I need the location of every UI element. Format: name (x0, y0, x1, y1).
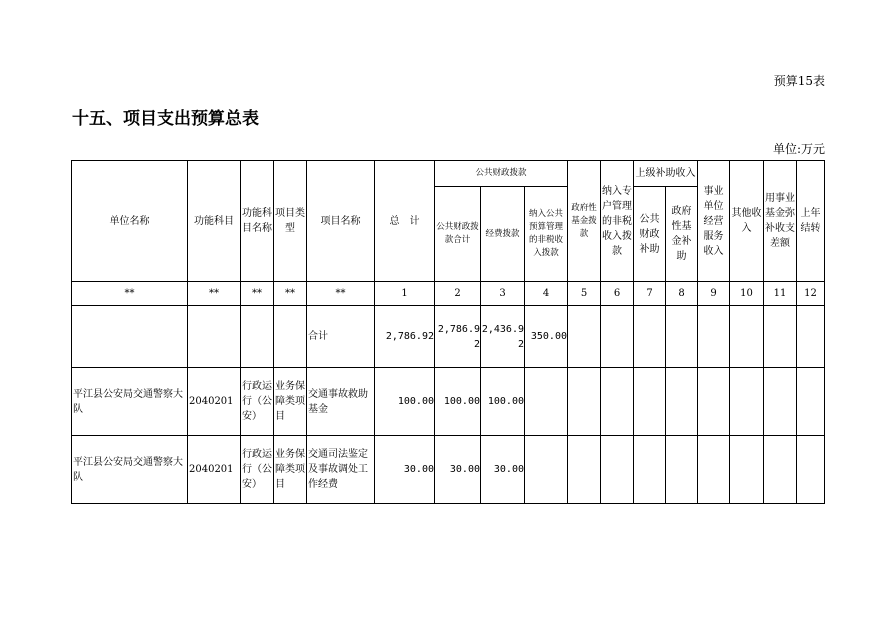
header-public-finance: 公共财政拨款 (435, 161, 568, 187)
cell-makeup (764, 306, 797, 368)
header-unit-name: 单位名称 (72, 161, 188, 282)
index-cell: 5 (568, 282, 601, 306)
cell-func-code: 2040201 (188, 368, 241, 436)
cell-pf-total: 100.00 (435, 368, 481, 436)
cell-project-type: 业务保障类项目 (274, 368, 307, 436)
cell-special (601, 368, 634, 436)
index-cell: ** (72, 282, 188, 306)
cell-func-name: 行政运行（公安） (241, 436, 274, 504)
cell-total: 30.00 (375, 436, 435, 504)
cell-funds: 2,436.92 (481, 306, 525, 368)
index-cell: 8 (666, 282, 698, 306)
cell-pf-total: 30.00 (435, 436, 481, 504)
index-row (72, 282, 825, 306)
header-project-type: 项目类型 (274, 161, 307, 282)
cell-gov-sub (666, 368, 698, 436)
table-row-total (72, 306, 825, 368)
cell-unit-name: 平江县公安局交通警察大队 (72, 436, 188, 504)
cell-funds: 30.00 (481, 436, 525, 504)
cell-project-name: 交通事故救助基金 (307, 368, 375, 436)
cell-func-name (241, 306, 274, 368)
header-gov-fund: 政府性基金拨款 (568, 161, 601, 282)
cell-project-type: 业务保障类项目 (274, 436, 307, 504)
cell-total: 100.00 (375, 368, 435, 436)
cell-special (601, 436, 634, 504)
cell-other (730, 436, 764, 504)
cell-special (601, 306, 634, 368)
cell-unit-name (72, 306, 188, 368)
header-func-subject: 功能科目 (188, 161, 241, 282)
unit-label: 单位:万元 (772, 142, 825, 156)
cell-non-tax (525, 368, 568, 436)
cell-gov-sub (666, 436, 698, 504)
cell-total: 2,786.92 (375, 306, 435, 368)
header-row-1 (72, 161, 825, 187)
index-cell: 11 (764, 282, 797, 306)
header-special-non-tax: 纳入专户管理的非税收入拨款 (601, 161, 634, 282)
cell-project-name: 交通司法鉴定及事故调处工作经费 (307, 436, 375, 504)
index-cell: ** (241, 282, 274, 306)
cell-gov-fund (568, 436, 601, 504)
cell-gov-fund (568, 306, 601, 368)
index-cell: 4 (525, 282, 568, 306)
cell-makeup (764, 368, 797, 436)
header-non-tax: 纳入公共预算管理的非税收入拨款 (525, 187, 568, 282)
cell-business (698, 436, 730, 504)
index-cell: 1 (375, 282, 435, 306)
cell-business (698, 368, 730, 436)
header-project-name: 项目名称 (307, 161, 375, 282)
header-carryover: 上年结转 (797, 161, 825, 282)
table-row (72, 368, 825, 436)
header-funds: 经费拨款 (481, 187, 525, 282)
cell-public-sub (634, 368, 666, 436)
project-expenditure-table (71, 160, 825, 504)
header-other-income: 其他收入 (730, 161, 764, 282)
header-func-subject-name: 功能科目名称 (241, 161, 274, 282)
cell-pf-total: 2,786.92 (435, 306, 481, 368)
cell-other (730, 306, 764, 368)
page-title: 十五、项目支出预算总表 (72, 109, 259, 129)
header-upper-subsidy: 上级补助收入 (634, 161, 698, 187)
index-cell: 3 (481, 282, 525, 306)
header-public-fin-subsidy: 公共财政补助 (634, 187, 666, 282)
table-row (72, 436, 825, 504)
cell-unit-name: 平江县公安局交通警察大队 (72, 368, 188, 436)
cell-carry (797, 368, 825, 436)
cell-project-type (274, 306, 307, 368)
index-cell: 6 (601, 282, 634, 306)
index-cell: 2 (435, 282, 481, 306)
cell-public-sub (634, 306, 666, 368)
cell-carry (797, 306, 825, 368)
header-gov-fund-subsidy: 政府性基金补助 (666, 187, 698, 282)
index-cell: ** (307, 282, 375, 306)
cell-project-name: 合计 (307, 306, 375, 368)
index-cell: ** (274, 282, 307, 306)
index-cell: 10 (730, 282, 764, 306)
index-cell: ** (188, 282, 241, 306)
cell-other (730, 368, 764, 436)
cell-non-tax (525, 436, 568, 504)
cell-funds: 100.00 (481, 368, 525, 436)
cell-func-code (188, 306, 241, 368)
cell-func-code: 2040201 (188, 436, 241, 504)
index-cell: 12 (797, 282, 825, 306)
table-number: 预算15表 (773, 74, 825, 88)
index-cell: 9 (698, 282, 730, 306)
cell-non-tax: 350.00 (525, 306, 568, 368)
header-business-income: 事业单位经营服务收入 (698, 161, 730, 282)
header-public-finance-total: 公共财政拨款合计 (435, 187, 481, 282)
cell-func-name: 行政运行（公安） (241, 368, 274, 436)
cell-gov-sub (666, 306, 698, 368)
cell-public-sub (634, 436, 666, 504)
cell-business (698, 306, 730, 368)
cell-gov-fund (568, 368, 601, 436)
cell-carry (797, 436, 825, 504)
index-cell: 7 (634, 282, 666, 306)
header-fund-makeup: 用事业基金弥补收支差额 (764, 161, 797, 282)
header-total: 总 计 (375, 161, 435, 282)
cell-makeup (764, 436, 797, 504)
